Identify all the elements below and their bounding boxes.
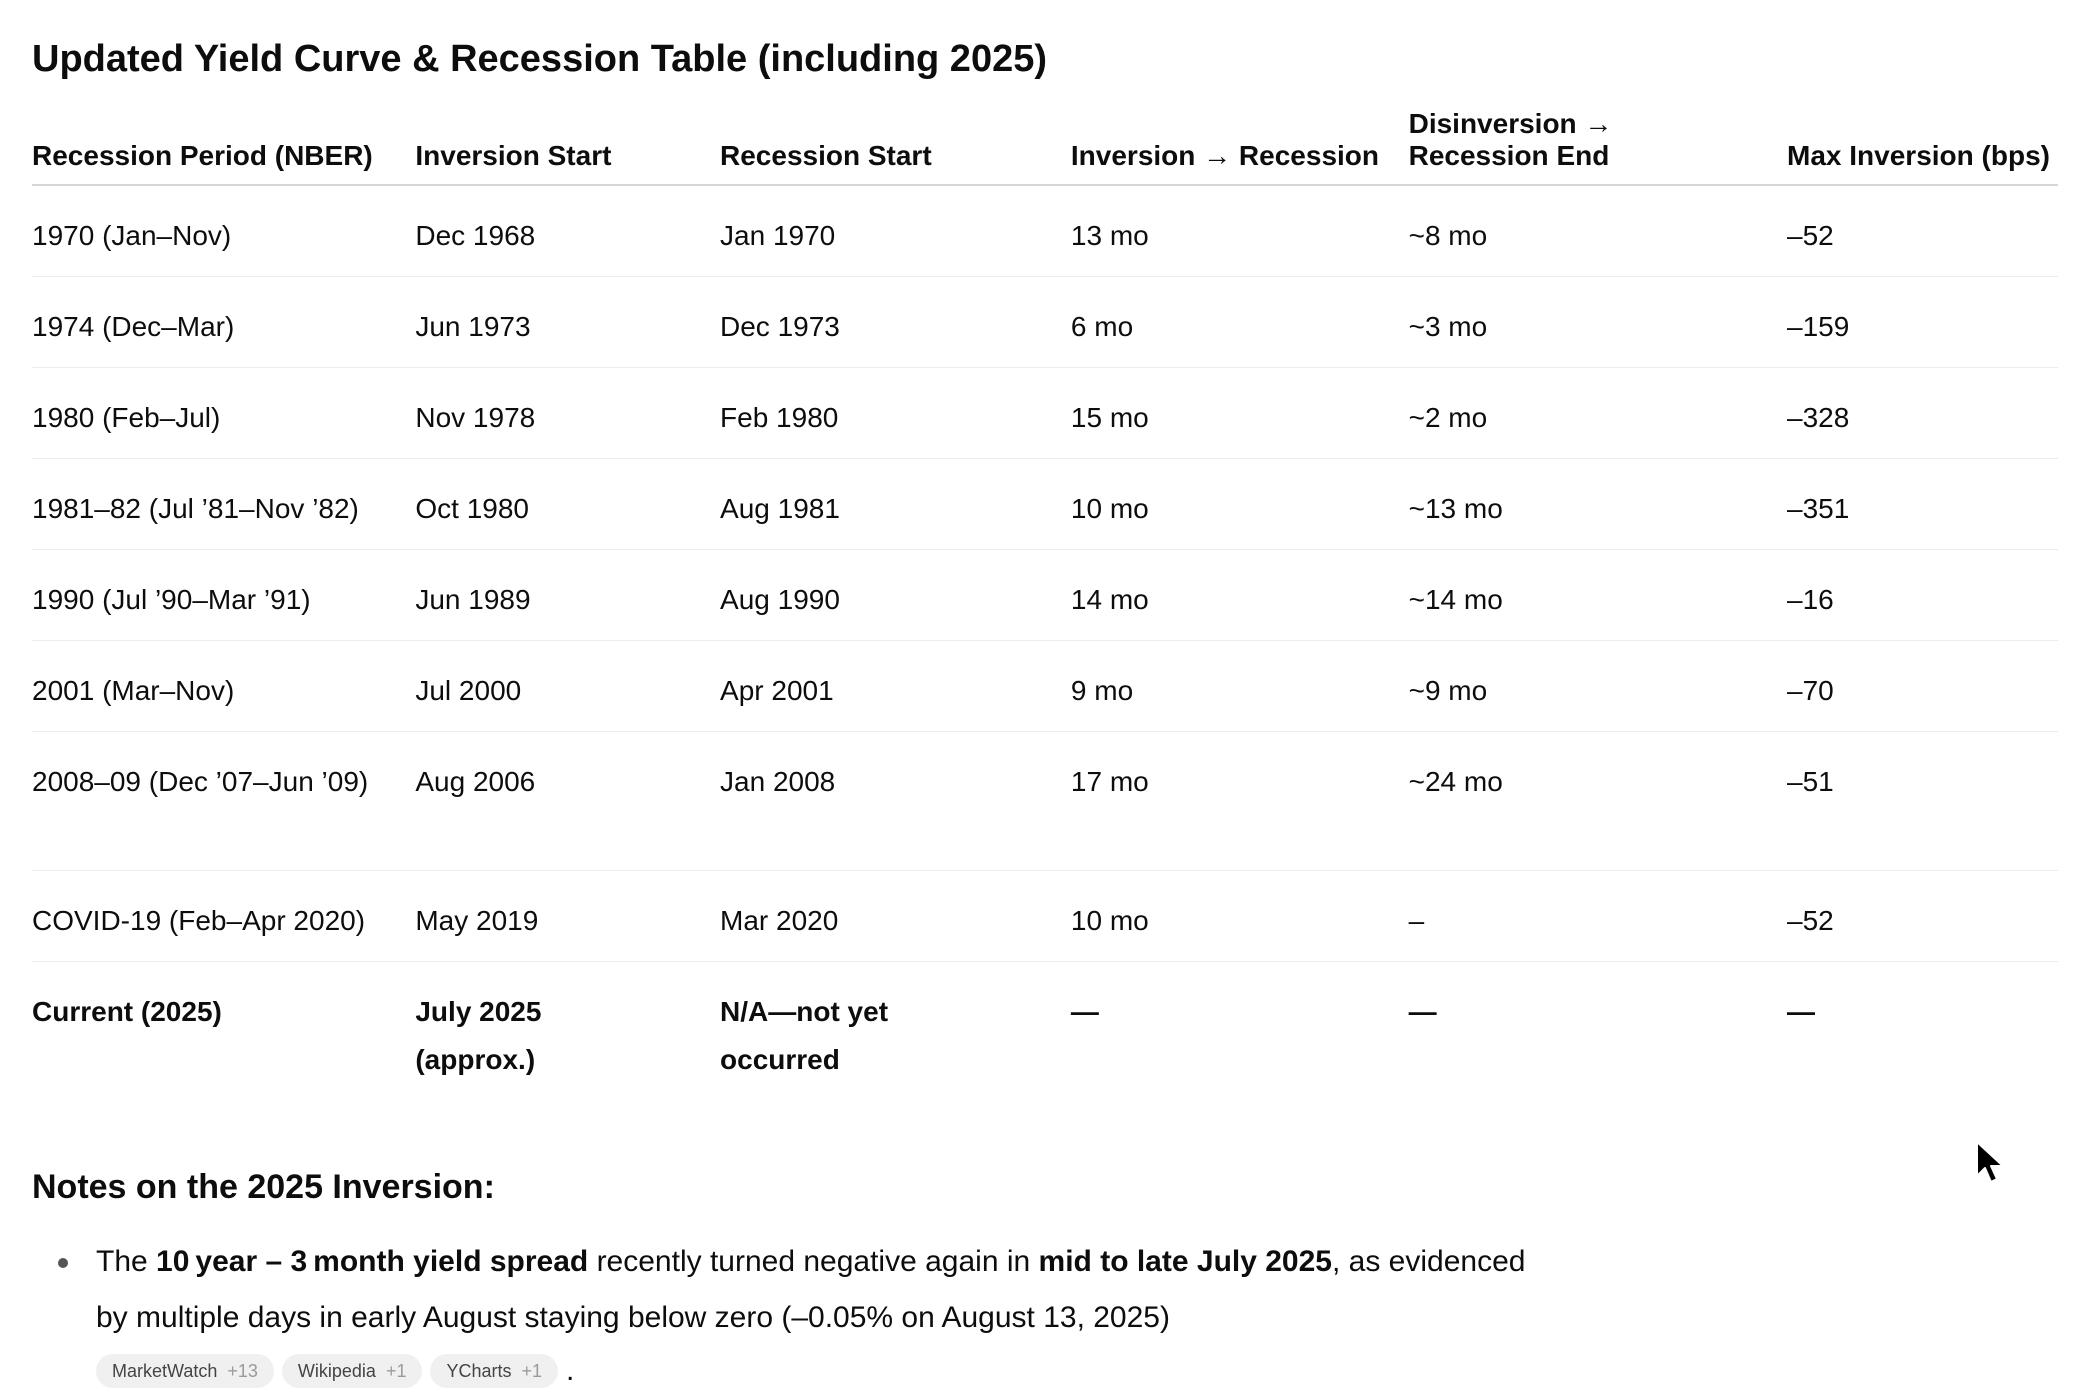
citation-source: MarketWatch <box>112 1361 218 1381</box>
citation-count: +1 <box>521 1361 543 1381</box>
citation-chip-ycharts[interactable] <box>430 1354 558 1388</box>
citation-count: +13 <box>227 1361 258 1381</box>
cell-max-inversion: –159 <box>1787 277 2058 368</box>
citation-chips <box>96 1352 1532 1390</box>
cell-lead: 10 mo <box>1071 871 1409 962</box>
table-row <box>32 459 2058 550</box>
table-row <box>32 550 2058 641</box>
recession-table <box>32 108 2058 1100</box>
notes-heading: Notes on the 2025 Inversion: <box>32 1168 495 1206</box>
cell-inversion-start: Jul 2000 <box>415 641 720 732</box>
cell-inversion-start: Dec 1968 <box>415 185 720 277</box>
note-text: recently turned negative again in <box>588 1245 1039 1278</box>
cell-inversion-start: May 2019 <box>415 871 720 962</box>
cell-lead: 13 mo <box>1071 185 1409 277</box>
note-text: , as evidenced by multiple days in early August staying below zero (–0.05% on August 13, 2025) <box>96 1245 1526 1334</box>
cell-recession-start: Mar 2020 <box>720 871 1071 962</box>
trailing-period: . <box>566 1354 575 1387</box>
list-item <box>32 1234 1532 1390</box>
cell-period: 2008–09 (Dec ’07–Jun ’09) <box>32 732 415 871</box>
cell-disinversion: ~2 mo <box>1409 368 1787 459</box>
cell-lead: 9 mo <box>1071 641 1409 732</box>
cell-lead: 6 mo <box>1071 277 1409 368</box>
cell-max-inversion: –52 <box>1787 871 2058 962</box>
cell-max-inversion: –51 <box>1787 732 2058 871</box>
header-recession-start: Recession Start <box>720 108 1071 185</box>
cell-inversion-start: Jun 1973 <box>415 277 720 368</box>
cell-lead: 17 mo <box>1071 732 1409 871</box>
cell-max-inversion: –328 <box>1787 368 2058 459</box>
citation-chip-wikipedia[interactable] <box>282 1354 423 1388</box>
header-recession-period: Recession Period (NBER) <box>32 108 415 185</box>
table-row <box>32 871 2058 962</box>
cell-period: 1981–82 (Jul ’81–Nov ’82) <box>32 459 415 550</box>
header-max-inversion: Max Inversion (bps) <box>1787 108 2058 185</box>
cell-inversion-start: Nov 1978 <box>415 368 720 459</box>
cell-recession-start: Feb 1980 <box>720 368 1071 459</box>
header-inversion-start: Inversion Start <box>415 108 720 185</box>
header-inversion-to-recession: Inversion → Recession <box>1071 108 1409 185</box>
cell-period: 2001 (Mar–Nov) <box>32 641 415 732</box>
cell-lead: 10 mo <box>1071 459 1409 550</box>
cell-max-inversion: — <box>1787 996 1816 1027</box>
cell-disinversion: ~3 mo <box>1409 277 1787 368</box>
cell-period: 1974 (Dec–Mar) <box>32 277 415 368</box>
table-row <box>32 185 2058 277</box>
cell-disinversion: – <box>1409 871 1787 962</box>
note-bold-spread: 10 year – 3 month yield spread <box>156 1245 589 1278</box>
table-row <box>32 641 2058 732</box>
cell-lead: 14 mo <box>1071 550 1409 641</box>
cell-recession-start: Aug 1981 <box>720 459 1071 550</box>
table-row-current <box>32 962 2058 1101</box>
cell-max-inversion: –16 <box>1787 550 2058 641</box>
cell-disinversion: ~14 mo <box>1409 550 1787 641</box>
cell-max-inversion: –70 <box>1787 641 2058 732</box>
cell-recession-start: Dec 1973 <box>720 277 1071 368</box>
table-row <box>32 732 2058 871</box>
cell-inversion-start: Aug 2006 <box>415 732 720 871</box>
cell-lead: 15 mo <box>1071 368 1409 459</box>
note-text: The <box>96 1245 157 1278</box>
cell-recession-start: Apr 2001 <box>720 641 1071 732</box>
cell-disinversion: — <box>1408 996 1437 1027</box>
header-disinversion-to-end: Disinversion → Recession End <box>1409 108 1787 185</box>
cell-period: 1990 (Jul ’90–Mar ’91) <box>32 550 415 641</box>
cell-disinversion: ~8 mo <box>1409 185 1787 277</box>
table-header-row <box>32 108 2058 185</box>
bullet-icon <box>58 1258 68 1268</box>
cell-disinversion: ~9 mo <box>1409 641 1787 732</box>
cell-inversion-start: Jun 1989 <box>415 550 720 641</box>
cell-period: 1970 (Jan–Nov) <box>32 185 415 277</box>
cell-recession-start: Jan 2008 <box>720 732 1071 871</box>
table-title: Updated Yield Curve & Recession Table (including 2025) <box>32 38 1047 80</box>
cell-disinversion: ~24 mo <box>1409 732 1787 871</box>
cell-lead: — <box>1070 996 1099 1027</box>
cell-period: COVID-19 (Feb–Apr 2020) <box>32 871 415 962</box>
cell-recession-start: N/A—not yet occurred <box>720 996 889 1075</box>
notes-list <box>32 1234 1532 1390</box>
mouse-pointer-icon <box>1975 1140 2009 1186</box>
table-row <box>32 277 2058 368</box>
citation-chip-marketwatch[interactable] <box>96 1354 274 1388</box>
cell-recession-start: Aug 1990 <box>720 550 1071 641</box>
cell-recession-start: Jan 1970 <box>720 185 1071 277</box>
cell-disinversion: ~13 mo <box>1409 459 1787 550</box>
citation-count: +1 <box>385 1361 407 1381</box>
citation-source: Wikipedia <box>297 1361 376 1381</box>
cell-inversion-start: Oct 1980 <box>415 459 720 550</box>
cell-max-inversion: –351 <box>1787 459 2058 550</box>
cell-period: 1980 (Feb–Jul) <box>32 368 415 459</box>
cell-period: Current (2025) <box>32 996 222 1027</box>
cell-max-inversion: –52 <box>1787 185 2058 277</box>
cell-inversion-start: July 2025 (approx.) <box>415 996 542 1075</box>
table-row <box>32 368 2058 459</box>
citation-source: YCharts <box>446 1361 512 1381</box>
note-bold-date: mid to late July 2025 <box>1038 1245 1332 1278</box>
